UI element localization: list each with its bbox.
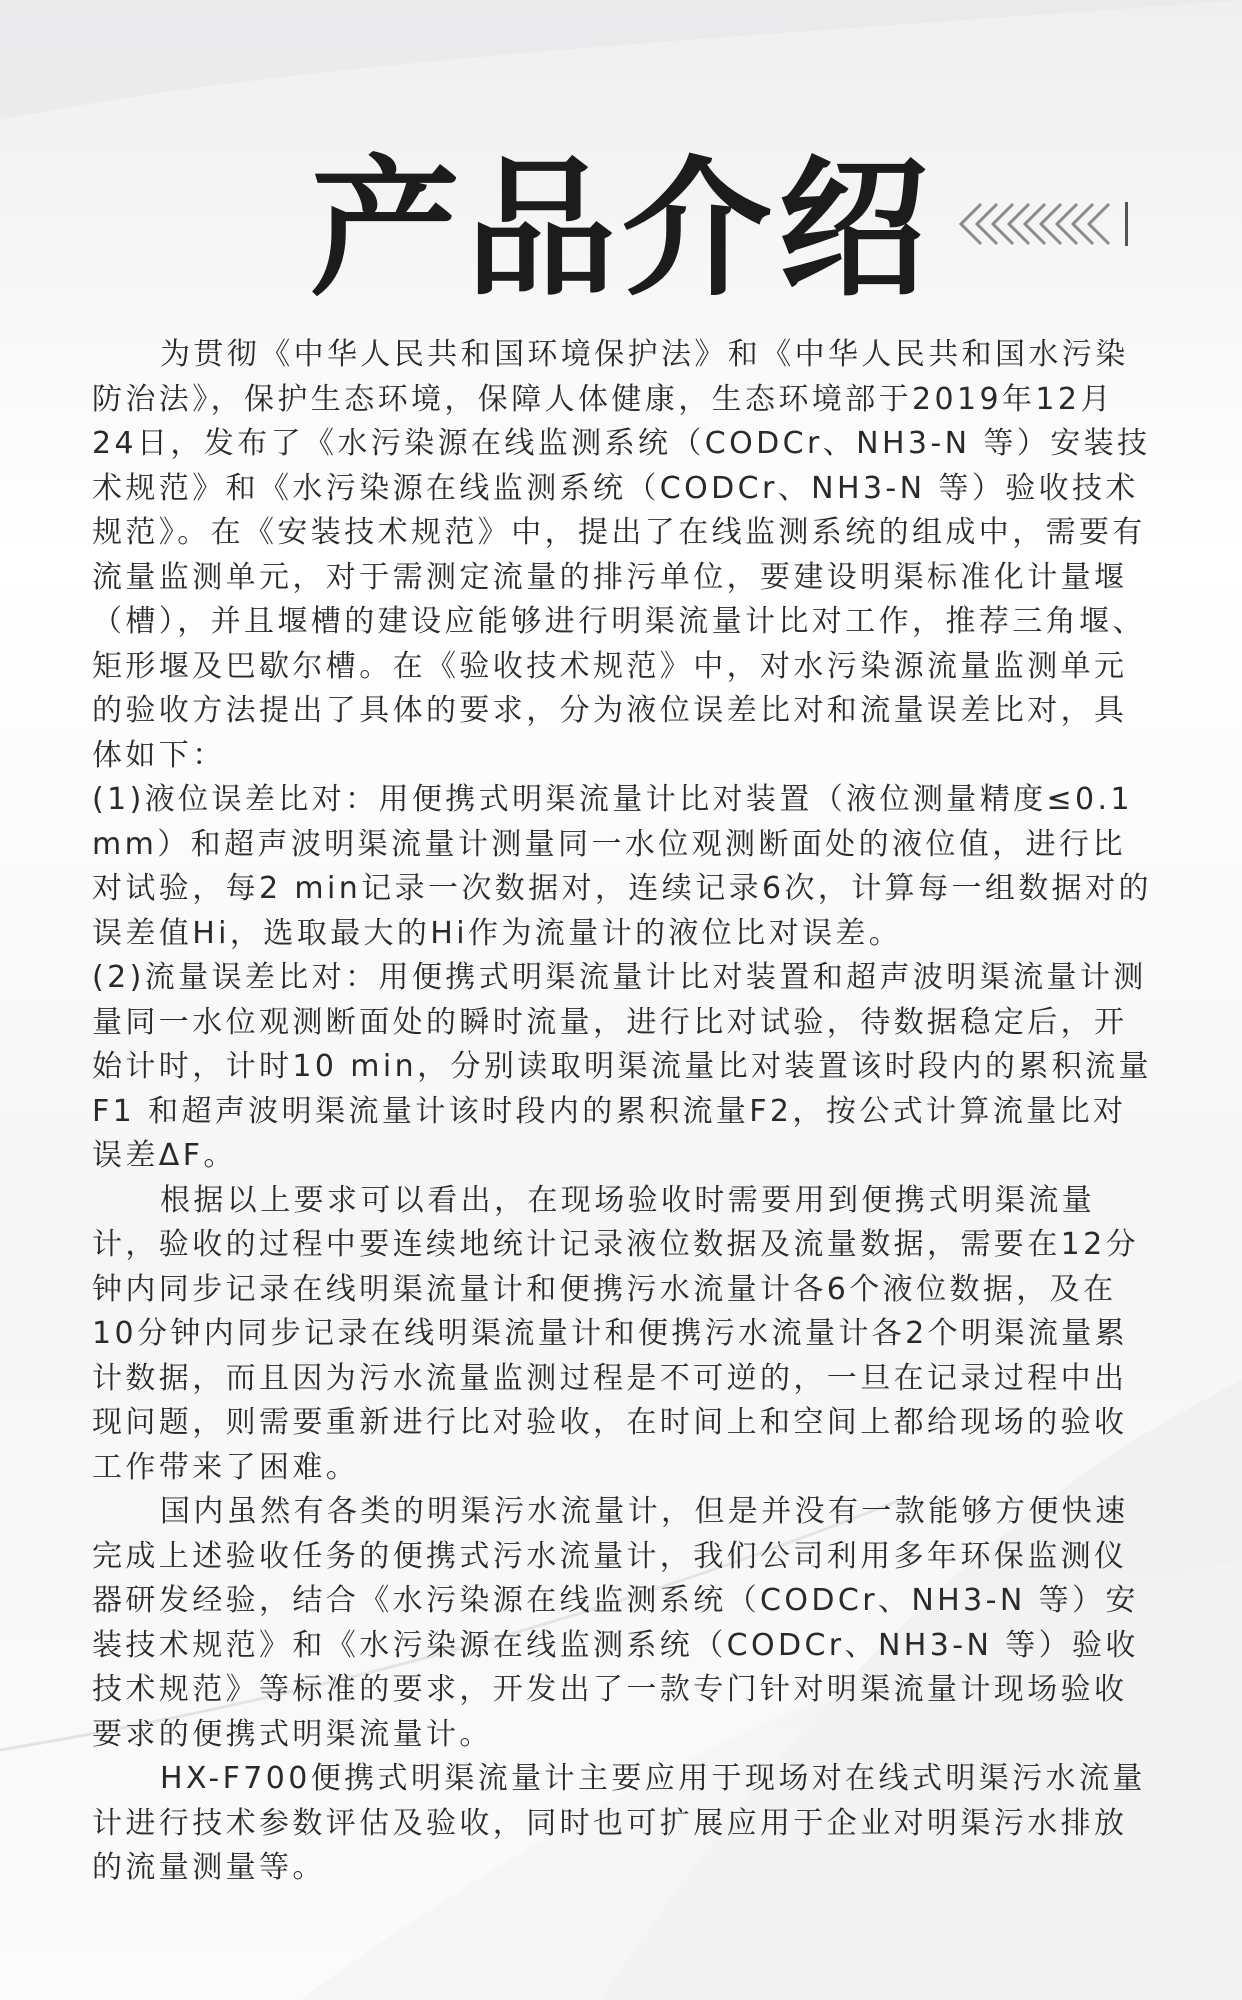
paragraph-background: 为贯彻《中华人民共和国环境保护法》和《中华人民共和国水污染防治法》，保护生态环境，保障人体健康，生态环境部于2019年12月24日，发布了《水污染源在线监测系统（CODCr、NH3-N 等）安装技术规范》和《水污染源在线监测系统（CODCr、NH3-N 等）验收技术规范》。在《安装技术规范》中，提出了在线监测系统的组成中，需要有流量监测单元，对于需测定流量的排污单位，要建设明渠标准化计量堰（槽），并且堰槽的建设应能够进行明渠流量计比对工作，推荐三角堰、矩形堰及巴歇尔槽。在《验收技术规范》中，对水污染源流量监测单元的验收方法提出了具体的要求，分为液位误差比对和流量误差比对，具体如下： bbox=[92, 337, 1151, 773]
paragraph-requirements: 根据以上要求可以看出，在现场验收时需要用到便携式明渠流量计，验收的过程中要连续地统计记录液位数据及流量数据，需要在12分钟内同步记录在线明渠流量计和便携污水流量计各6个液位数据，及在10分钟内同步记录在线明渠流量计和便携污水流量计各2个明渠流量累计数据，而且因为污水流量监测过程是不可逆的，一旦在记录过程中出现问题，则需要重新进行比对验收，在时间上和空间上都给现场的验收工作带来了困难。 bbox=[92, 1182, 1139, 1485]
chevron-arrows-icon bbox=[955, 200, 1131, 248]
paragraph-application: HX-F700便携式明渠流量计主要应用于现场对在线式明渠污水流量计进行技术参数评估及验收，同时也可扩展应用于企业对明渠污水排放的流量测量等。 bbox=[92, 1761, 1146, 1885]
paragraph-level-error: (1)液位误差比对：用便携式明渠流量计比对装置（液位测量精度≤0.1 mm）和超声波明渠流量计测量同一水位观测断面处的液位值，进行比对试验，每2 min记录一次数据对，连续记录6次，计算每一组数据对的误差值Hi，选取最大的Hi作为流量计的液位比对误差。 bbox=[92, 782, 1152, 951]
paragraph-development: 国内虽然有各类的明渠污水流量计，但是并没有一款能够方便快速完成上述验收任务的便携式污水流量计，我们公司利用多年环保监测仪器研发经验，结合《水污染源在线监测系统（CODCr、NH3-N 等）安装技术规范》和《水污染源在线监测系统（CODCr、NH3-N 等）验收技术规范》等标准的要求，开发出了一款专门针对明渠流量计现场验收要求的便携式明渠流量计。 bbox=[92, 1494, 1139, 1752]
intro-text bbox=[92, 333, 1152, 1891]
paragraph-flow-error: (2)流量误差比对：用便携式明渠流量计比对装置和超声波明渠流量计测量同一水位观测断面处的瞬时流量，进行比对试验，待数据稳定后，开始计时，计时10 min，分别读取明渠流量比对装置该时段内的累积流量F1 和超声波明渠流量计该时段内的累积流量F2，按公式计算流量比对误差ΔF。 bbox=[92, 960, 1152, 1173]
page-title: 产品介绍 bbox=[310, 143, 935, 317]
